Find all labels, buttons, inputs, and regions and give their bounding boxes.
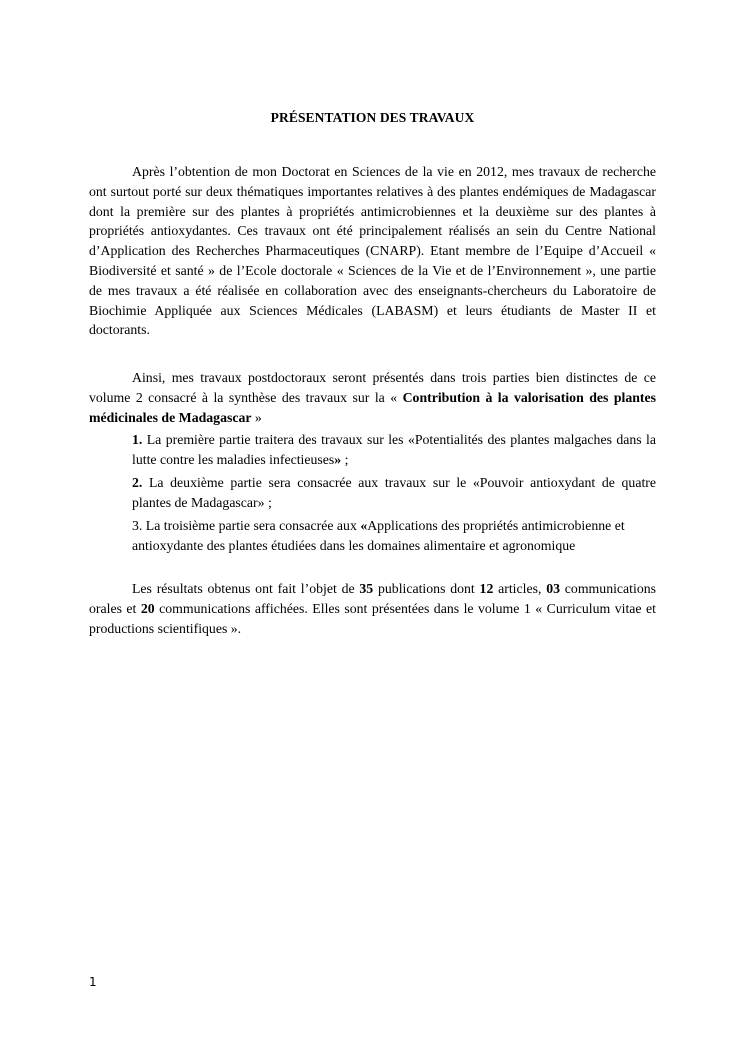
list-item-number: 1. (132, 432, 143, 447)
list-item-number: 2. (132, 475, 143, 490)
paragraph-results-text (89, 579, 656, 638)
list-item-text: La première partie traitera des travaux sur les «Potentialités des plantes malgaches dans la lutte contre les maladies infectieuses (132, 432, 656, 467)
publications-count: 35 (359, 581, 374, 596)
list-item (132, 473, 656, 513)
paragraph-intro-text: Après l’obtention de mon Doctorat en Sciences de la vie en 2012, mes travaux de recherche ont surtout porté sur deux thématiques importantes relatives à des plantes endémiques de Madagascar dont la première sur des plantes à propriétés antimicrobiennes et la deuxième sur des plantes à propriétés antioxydantes. Ces travaux ont été principalement réalisés an sein du Centre National d’Application des Recherches Pharmaceutiques (CNARP). Etant membre de l’Equipe d’Accueil « Biodiversité et santé » de l’Ecole doctorale « Sciences de la Vie et de l’Environnement », une partie de mes travaux a été réalisée en collaboration avec des enseignants-chercheurs du Laboratoire de Biochimie Appliquée aux Sciences Médicales (LABASM) et leurs étudiants de Master II et doctorants. (89, 164, 656, 338)
list-item-text: 3. La troisième partie sera consacrée aux (132, 518, 361, 533)
list-item (132, 430, 656, 470)
list-item-quote-open: « (360, 518, 368, 533)
paragraph-structure-text (89, 368, 656, 427)
poster-communications-count: 20 (140, 600, 155, 616)
oral-communications-count: 03 (546, 581, 561, 596)
paragraph-structure (89, 368, 656, 427)
page-number: 1 (89, 975, 97, 989)
list-item-quote-close: » (334, 452, 342, 467)
paragraph-intro (89, 162, 656, 340)
list-item-text-end: Applications des propriétés antimicrobienne et antioxydante des plantes étudiées dans les domaines alimentaire et agronomique (132, 518, 625, 553)
results-text: articles, (493, 581, 547, 596)
results-text: Les résultats obtenus ont fait l’objet de (132, 581, 360, 596)
paragraph-structure-outro: » (251, 409, 262, 425)
list-item-text-end: ; (341, 452, 349, 467)
list-item (132, 516, 656, 556)
results-text: communications affichées. Elles sont présentées dans le volume 1 « Curriculum vitae et productions scientifiques ». (89, 600, 656, 636)
results-text: communications orales et (89, 581, 657, 616)
results-text: publications dont (373, 581, 480, 596)
page-title: PRÉSENTATION DES TRAVAUX (270, 110, 475, 125)
articles-count: 12 (479, 581, 494, 596)
paragraph-structure-intro: Ainsi, mes travaux postdoctoraux seront présentés dans trois parties bien distinctes de ce volume 2 consacré à la synthèse des travaux sur la « (89, 370, 656, 405)
parts-list (132, 430, 656, 559)
volume-theme-title: Contribution à la valorisation des plantes médicinales de Madagascar (89, 389, 656, 425)
list-item-text: La deuxième partie sera consacrée aux travaux sur le «Pouvoir antioxydant de quatre plantes de Madagascar» ; (132, 475, 656, 510)
paragraph-results (89, 579, 656, 638)
